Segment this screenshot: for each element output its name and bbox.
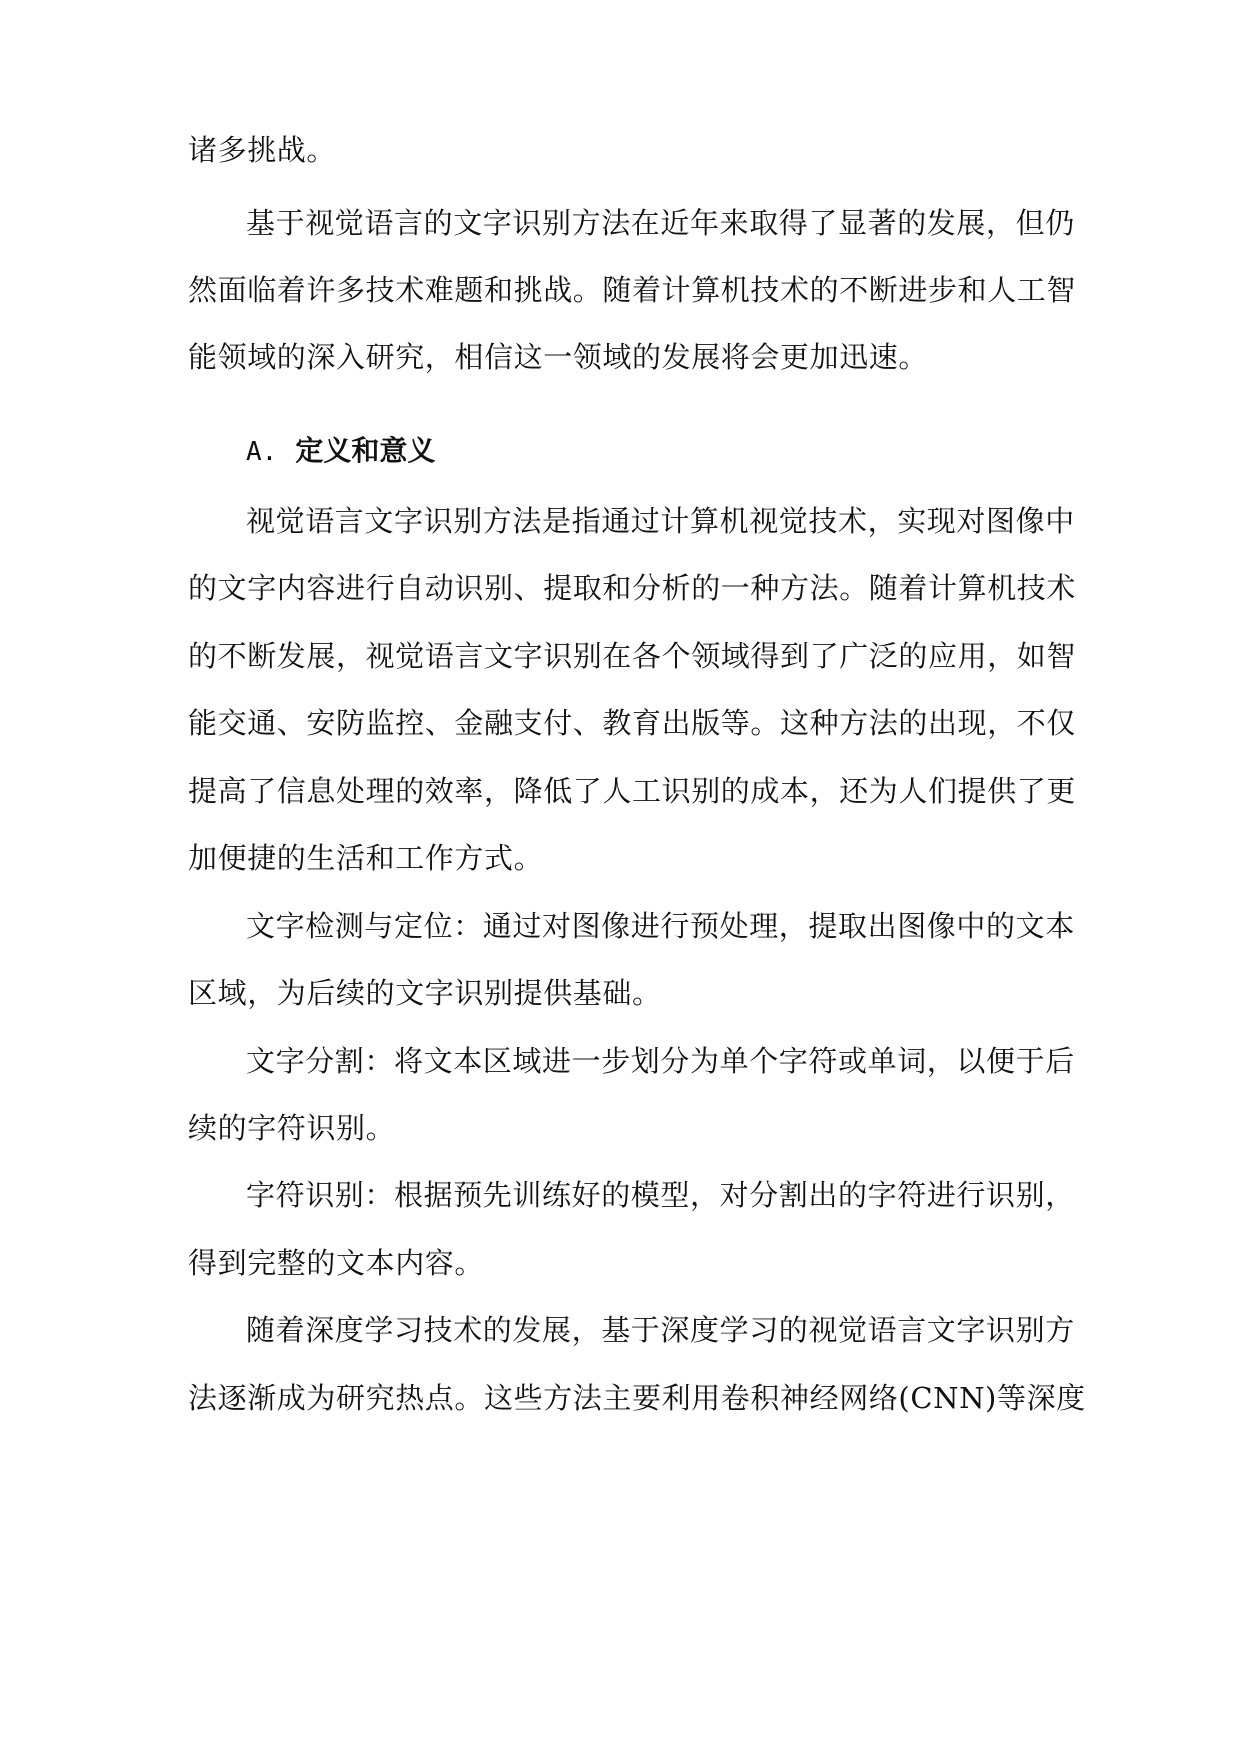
para-2-line-4: 能交通、安防监控、金融支付、教育出版等。这种方法的出现，不仅 [188,706,1077,740]
para-2-line-1: 视觉语言文字识别方法是指通过计算机视觉技术，实现对图像中 [246,504,1075,538]
para-4-line-2: 续的字符识别。 [188,1111,396,1145]
section-heading [246,431,435,472]
para-2-line-2: 的文字内容进行自动识别、提取和分析的一种方法。随着计算机技术 [188,571,1077,605]
intro-tail-line: 诸多挑战。 [188,133,337,167]
para-1-line-2: 然面临着许多技术难题和挑战。随着计算机技术的不断进步和人工智 [188,273,1077,307]
para-1-line-3: 能领域的深入研究，相信这一领域的发展将会更加迅速。 [188,340,929,374]
para-5-line-1: 字符识别：根据预先训练好的模型，对分割出的字符进行识别， [246,1178,1075,1212]
para-2-line-5: 提高了信息处理的效率，降低了人工识别的成本，还为人们提供了更 [188,774,1077,808]
para-6-line-1: 随着深度学习技术的发展，基于深度学习的视觉语言文字识别方 [246,1313,1075,1347]
para-4-line-1: 文字分割：将文本区域进一步划分为单个字符或单词，以便于后 [246,1044,1075,1078]
para-2-line-3: 的不断发展，视觉语言文字识别在各个领域得到了广泛的应用，如智 [188,639,1077,673]
para-5-line-2: 得到完整的文本内容。 [188,1246,485,1280]
para-6-line-2: 法逐渐成为研究热点。这些方法主要利用卷积神经网络(CNN)等深度 [188,1381,1086,1415]
para-3-line-1: 文字检测与定位：通过对图像进行预处理，提取出图像中的文本 [246,909,1075,943]
section-title: 定义和意义 [295,434,436,467]
para-2-line-6: 加便捷的生活和工作方式。 [188,841,544,875]
para-1-line-1: 基于视觉语言的文字识别方法在近年来取得了显著的发展，但仍 [246,206,1075,240]
section-marker: A. [246,437,278,467]
para-3-line-2: 区域，为后续的文字识别提供基础。 [188,976,662,1010]
